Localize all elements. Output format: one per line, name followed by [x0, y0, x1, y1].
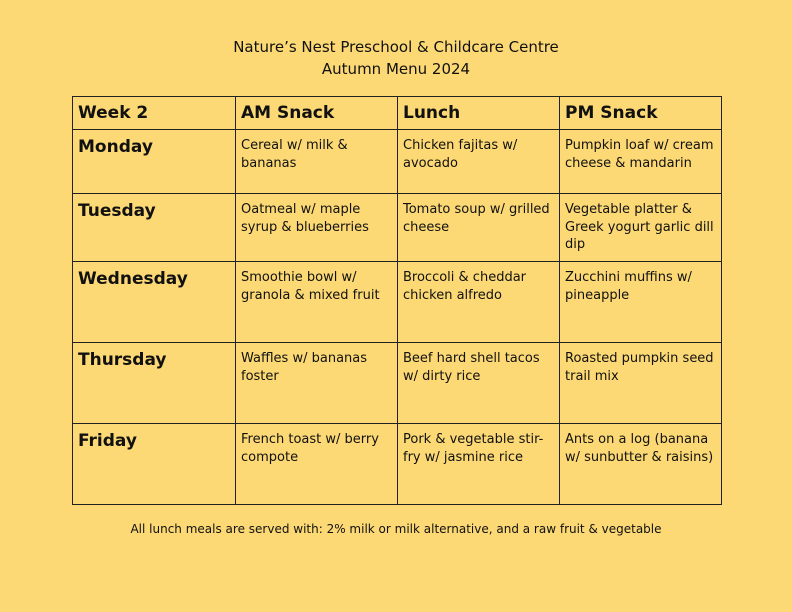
table-row-tuesday	[73, 194, 722, 262]
day-cell: Friday	[73, 424, 236, 505]
column-header-am-snack: AM Snack	[236, 97, 398, 130]
footer-note: All lunch meals are served with: 2% milk or milk alternative, and a raw fruit & vegetable	[130, 522, 662, 536]
day-cell: Thursday	[73, 343, 236, 424]
lunch-cell: Chicken fajitas w/ avocado	[398, 130, 560, 194]
menu-header-row	[73, 97, 722, 130]
lunch-cell: Beef hard shell tacos w/ dirty rice	[398, 343, 560, 424]
lunch-cell: Broccoli & cheddar chicken alfredo	[398, 262, 560, 343]
table-row-friday	[73, 424, 722, 505]
lunch-cell: Tomato soup w/ grilled cheese	[398, 194, 560, 262]
column-header-pm-snack: PM Snack	[560, 97, 722, 130]
am-snack-cell: Smoothie bowl w/ granola & mixed fruit	[236, 262, 398, 343]
page-title: Nature’s Nest Preschool & Childcare Centre	[233, 38, 559, 56]
pm-snack-cell: Ants on a log (banana w/ sunbutter & raisins)	[560, 424, 722, 505]
lunch-cell: Pork & vegetable stir-fry w/ jasmine rice	[398, 424, 560, 505]
pm-snack-cell: Zucchini muffins w/ pineapple	[560, 262, 722, 343]
table-row-wednesday	[73, 262, 722, 343]
am-snack-cell: Waffles w/ bananas foster	[236, 343, 398, 424]
table-row-thursday	[73, 343, 722, 424]
column-header-week: Week 2	[73, 97, 236, 130]
day-cell: Monday	[73, 130, 236, 194]
pm-snack-cell: Pumpkin loaf w/ cream cheese & mandarin	[560, 130, 722, 194]
page-header	[0, 36, 792, 80]
pm-snack-cell: Vegetable platter & Greek yogurt garlic dill dip	[560, 194, 722, 262]
column-header-lunch: Lunch	[398, 97, 560, 130]
day-cell: Tuesday	[73, 194, 236, 262]
table-row-monday	[73, 130, 722, 194]
pm-snack-cell: Roasted pumpkin seed trail mix	[560, 343, 722, 424]
am-snack-cell: French toast w/ berry compote	[236, 424, 398, 505]
day-cell: Wednesday	[73, 262, 236, 343]
am-snack-cell: Oatmeal w/ maple syrup & blueberries	[236, 194, 398, 262]
am-snack-cell: Cereal w/ milk & bananas	[236, 130, 398, 194]
menu-table	[72, 96, 722, 505]
page-subtitle: Autumn Menu 2024	[321, 60, 471, 78]
